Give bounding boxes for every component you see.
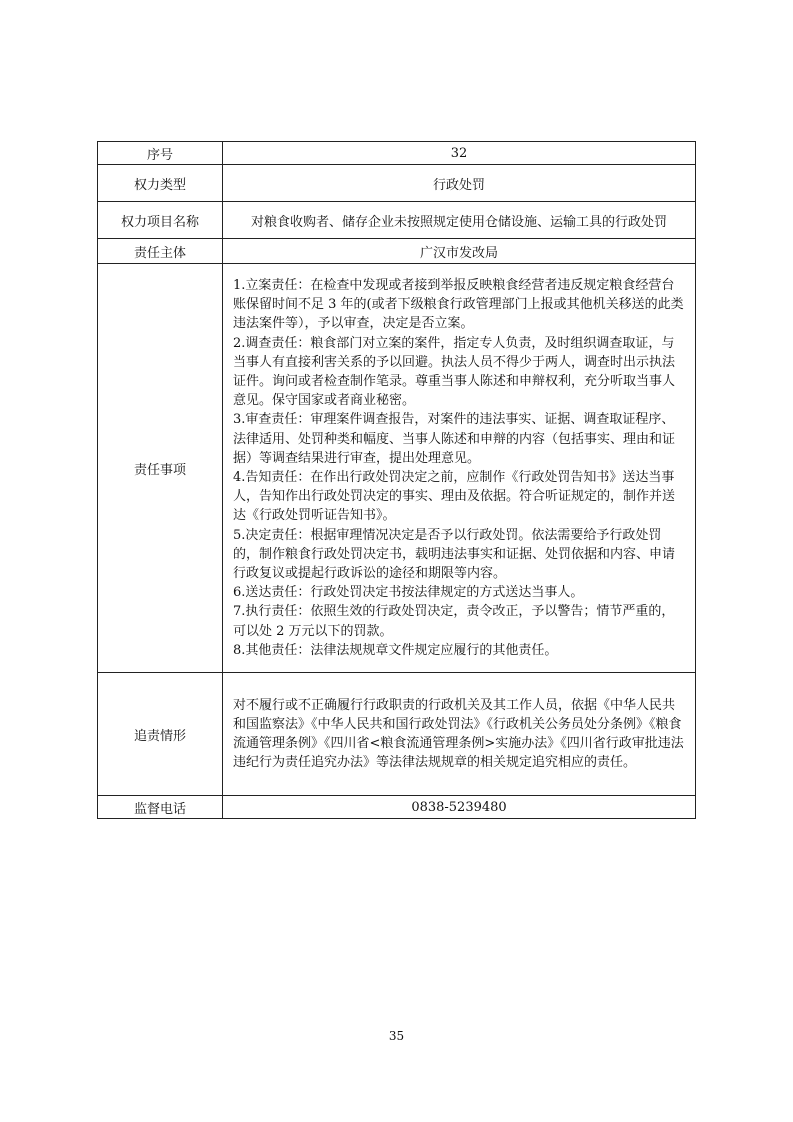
phone-value: 0838-5239480 (223, 796, 696, 819)
duty-item-execution: 7.执行责任：依照生效的行政处罚决定，责令改正，予以警告；情节严重的，可以处 2 万元以下的罚款。 (233, 604, 675, 639)
row-item-name (98, 202, 696, 239)
duty-item-decision: 5.决定责任：根据审理情况决定是否予以行政处罚。依法需要给予行政处罚的，制作粮食行政处罚决定书，载明违法事实和证据、处罚依据和内容、申请行政复议或提起行政诉讼的途径和期限等内容。 (233, 527, 676, 582)
duty-item-investigation: 2.调查责任：粮食部门对立案的案件，指定专人负责，及时组织调查取证，与当事人有直接利害关系的予以回避。执法人员不得少于两人，调查时出示执法证件。询问或者检查制作笔录。尊重当事人陈述和申辩权利，充分听取当事人意见。保守国家或者商业秘密。 (233, 335, 676, 409)
duty-item-other: 8.其他责任：法律法规规章文件规定应履行的其他责任。 (233, 642, 558, 658)
power-type-label: 权力类型 (98, 165, 223, 202)
duties-label: 责任事项 (98, 264, 223, 673)
power-type-value: 行政处罚 (223, 165, 696, 202)
item-name-label: 权力项目名称 (98, 202, 223, 239)
row-accountability (98, 673, 696, 796)
power-list-table (97, 141, 696, 819)
page-number: 35 (388, 1029, 405, 1043)
subject-value: 广汉市发改局 (223, 239, 696, 264)
accountability-label: 追责情形 (98, 673, 223, 796)
duty-item-notification: 4.告知责任：在作出行政处罚决定之前，应制作《行政处罚告知书》送达当事人，告知作出行政处罚决定的事实、理由及依据。符合听证规定的，制作并送达《行政处罚听证告知书》。 (233, 470, 676, 524)
accountability-value: 对不履行或不正确履行行政职责的行政机关及其工作人员，依据《中华人民共和国监察法》《中华人民共和国行政处罚法》《行政机关公务员处分条例》《粮食流通管理条例》《四川省<粮食流通管理条例>实施办法》《四川省行政审批违法违纪行为责任追究办法》等法律法规规章的相关规定追究相应的责任。 (223, 673, 696, 796)
row-phone (98, 796, 696, 819)
seq-value: 32 (223, 142, 696, 165)
duty-item-review: 3.审查责任：审理案件调查报告，对案件的违法事实、证据、调查取证程序、法律适用、处罚种类和幅度、当事人陈述和申辩的内容（包括事实、理由和证据）等调查结果进行审查，提出处理意见。 (233, 412, 676, 466)
seq-label: 序号 (98, 142, 223, 165)
row-subject (98, 239, 696, 264)
duties-list (223, 264, 696, 673)
item-name-value: 对粮食收购者、储存企业未按照规定使用仓储设施、运输工具的行政处罚 (223, 202, 696, 239)
duty-item-delivery: 6.送达责任：行政处罚决定书按法律规定的方式送达当事人。 (233, 585, 584, 601)
row-duties (98, 264, 696, 673)
duty-item-filing: 1.立案责任：在检查中发现或者接到举报反映粮食经营者违反规定粮食经营台账保留时间不足 3 年的(或者下级粮食行政管理部门上报或其他机关移送的此类违法案件等），予以审查，决定是否立案。 (233, 277, 684, 332)
row-seq (98, 142, 696, 165)
phone-label: 监督电话 (98, 796, 223, 819)
subject-label: 责任主体 (98, 239, 223, 264)
row-power-type (98, 165, 696, 202)
